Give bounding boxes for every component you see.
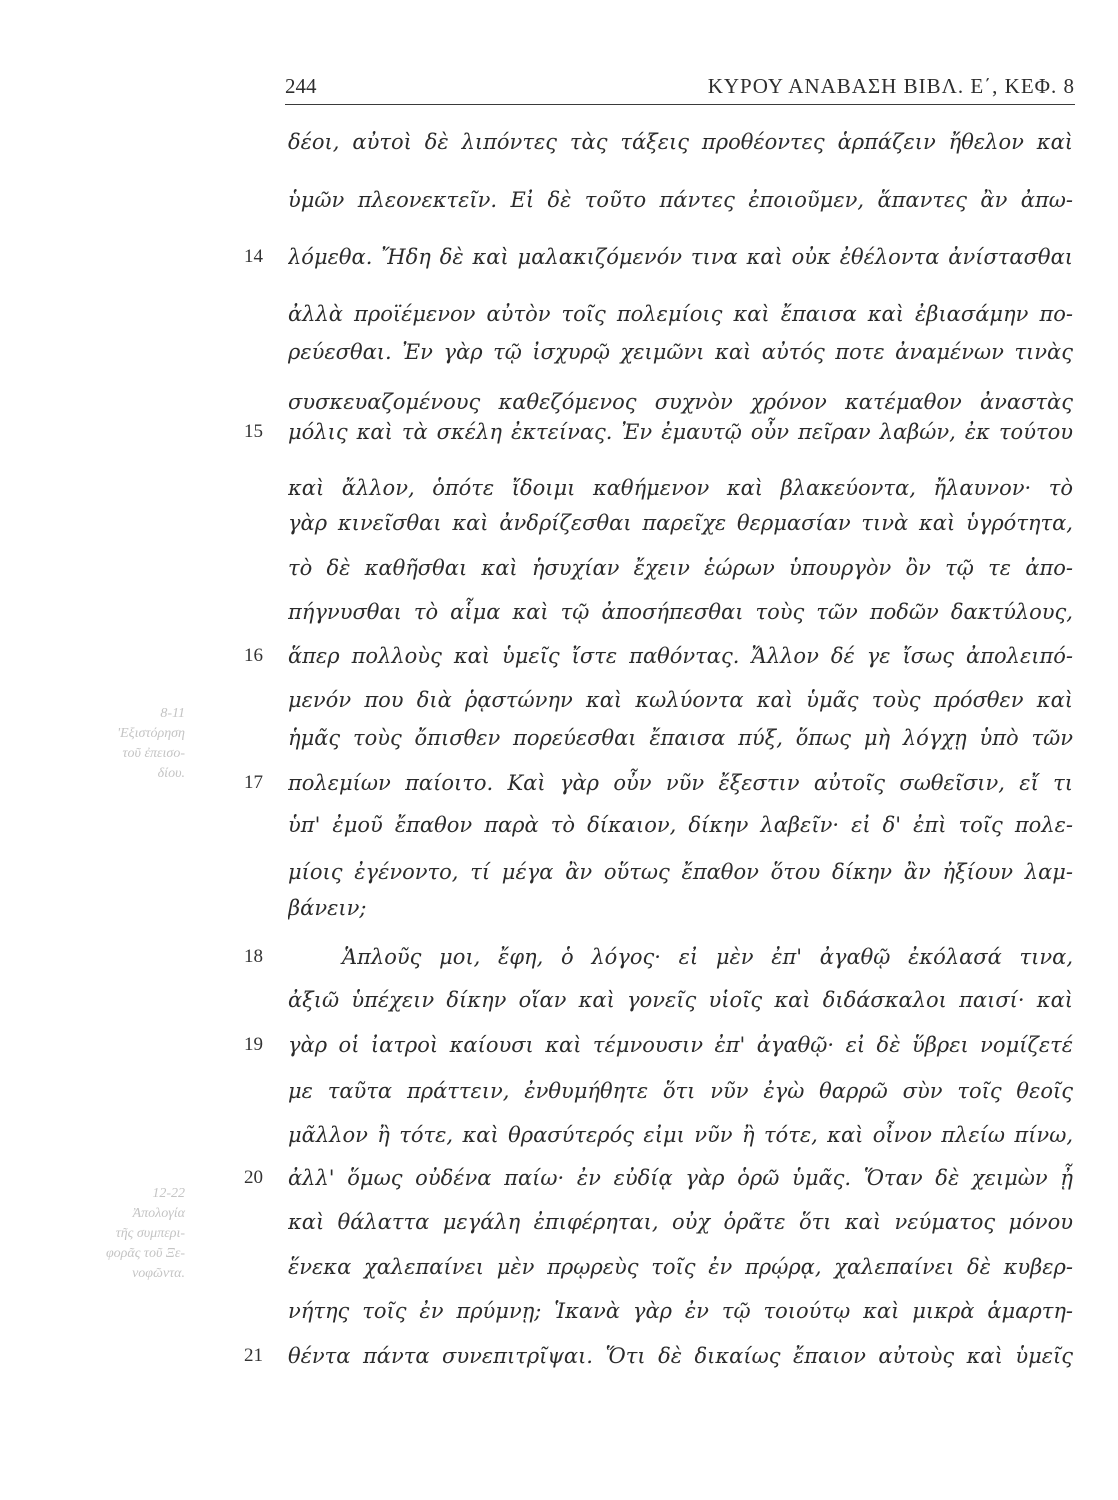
text-line: βάνειν; bbox=[288, 896, 367, 920]
text-line: ἅπερ πολλοὺς καὶ ὑμεῖς ἴστε παθόντας. Ἄλλον δέ γε ἴσως ἀπολειπό- bbox=[288, 644, 1073, 668]
text-line: γὰρ οἱ ἰατροὶ καίουσι καὶ τέμνουσιν ἐπ' ἀγαθῷ· εἰ δὲ ὕβρει νομίζετέ bbox=[288, 1033, 1073, 1057]
text-line: μόλις καὶ τὰ σκέλη ἐκτείνας. Ἐν ἐμαυτῷ οὖν πεῖραν λαβών, ἐκ τούτου bbox=[288, 420, 1073, 444]
text-line: πολεμίων παίοιτο. Καὶ γὰρ οὖν νῦν ἔξεστιν αὐτοῖς σωθεῖσιν, εἴ τι bbox=[288, 771, 1073, 795]
text-line: νήτης τοῖς ἐν πρύμνῃ; Ἱκανὰ γὰρ ἐν τῷ τοιούτῳ καὶ μικρὰ ἁμαρτη- bbox=[288, 1299, 1073, 1323]
text-line: μίοις ἐγένοντο, τί μέγα ἂν οὕτως ἔπαθον ὅτου δίκην ἂν ἠξίουν λαμ- bbox=[288, 860, 1073, 884]
text-line: καὶ ἄλλον, ὁπότε ἴδοιμι καθήμενον καὶ βλακεύοντα, ἤλαυνον· τὸ bbox=[288, 476, 1073, 500]
section-number: 14 bbox=[244, 246, 263, 267]
text-line: ὑπ' ἐμοῦ ἔπαθον παρὰ τὸ δίκαιον, δίκην λαβεῖν· εἰ δ' ἐπὶ τοῖς πολε- bbox=[288, 813, 1073, 837]
margin-note: 8-11 'Εξιστόρηση τοῦ ἐπεισο- δίου. bbox=[117, 706, 185, 781]
text-line: λόμεθα. Ἤδη δὲ καὶ μαλακιζόμενόν τινα καὶ οὐκ ἐθέλοντα ἀνίστασθαι bbox=[288, 245, 1073, 269]
section-number: 17 bbox=[244, 772, 263, 793]
text-line: καὶ θάλαττα μεγάλη ἐπιφέρηται, οὐχ ὁρᾶτε ὅτι καὶ νεύματος μόνου bbox=[288, 1210, 1073, 1234]
text-line: ὑμῶν πλεονεκτεῖν. Εἰ δὲ τοῦτο πάντες ἐποιοῦμεν, ἅπαντες ἂν ἀπω- bbox=[288, 188, 1073, 212]
text-line: με ταῦτα πράττειν, ἐνθυμήθητε ὅτι νῦν ἐγὼ θαρρῶ σὺν τοῖς θεοῖς bbox=[288, 1079, 1073, 1103]
text-line: θέντα πάντα συνεπιτρῖψαι. Ὅτι δὲ δικαίως ἔπαιον αὐτοὺς καὶ ὑμεῖς bbox=[288, 1344, 1073, 1368]
text-line: ἕνεκα χαλεπαίνει μὲν πρῳρεὺς τοῖς ἐν πρῴρᾳ, χαλεπαίνει δὲ κυβερ- bbox=[288, 1255, 1073, 1279]
section-number: 16 bbox=[244, 645, 263, 666]
text-line: ρεύεσθαι. Ἐν γὰρ τῷ ἰσχυρῷ χειμῶνι καὶ αὐτός ποτε ἀναμένων τινὰς bbox=[288, 340, 1073, 364]
section-number: 20 bbox=[244, 1167, 263, 1188]
section-number: 19 bbox=[244, 1034, 263, 1055]
text-line: ἀλλ' ὅμως οὐδένα παίω· ἐν εὐδίᾳ γὰρ ὁρῶ ὑμᾶς. Ὅταν δὲ χειμὼν ᾖ bbox=[288, 1166, 1073, 1190]
section-number: 15 bbox=[244, 421, 263, 442]
text-line: συσκευαζομένους καθεζόμενος συχνὸν χρόνον κατέμαθον ἀναστὰς bbox=[288, 390, 1073, 414]
running-head: ΚΥΡΟΥ ΑΝΑΒΑΣΗ ΒΙΒΛ. Ε΄, ΚΕΦ. 8 bbox=[707, 74, 1075, 98]
text-line: πήγνυσθαι τὸ αἷμα καὶ τῷ ἀποσήπεσθαι τοὺς τῶν ποδῶν δακτύλους, bbox=[288, 600, 1073, 624]
text-line: μενόν που διὰ ῥᾳστώνην καὶ κωλύοντα καὶ ὑμᾶς τοὺς πρόσθεν καὶ bbox=[288, 688, 1073, 712]
text-line: ἡμᾶς τοὺς ὄπισθεν πορεύεσθαι ἔπαισα πύξ, ὅπως μὴ λόγχῃ ὑπὸ τῶν bbox=[288, 726, 1073, 750]
text-line: ἀλλὰ προϊέμενον αὐτὸν τοῖς πολεμίοις καὶ ἔπαισα καὶ ἐβιασάμην πο- bbox=[288, 302, 1073, 326]
text-line: γὰρ κινεῖσθαι καὶ ἀνδρίζεσθαι παρεῖχε θερμασίαν τινὰ καὶ ὑγρότητα, bbox=[288, 511, 1073, 535]
margin-note: 12-22 Ἀπολογία τῆς συμπερι- φορᾶς τοῦ Ξε- νοφῶντα. bbox=[105, 1186, 185, 1281]
text-line: ἀξιῶ ὑπέχειν δίκην οἵαν καὶ γονεῖς υἱοῖς καὶ διδάσκαλοι παισί· καὶ bbox=[288, 988, 1073, 1012]
section-number: 21 bbox=[244, 1345, 263, 1366]
section-number: 18 bbox=[244, 946, 263, 967]
text-line: Ἁπλοῦς μοι, ἔφη, ὁ λόγος· εἰ μὲν ἐπ' ἀγαθῷ ἐκόλασά τινα, bbox=[342, 945, 1073, 969]
page-number: 244 bbox=[285, 74, 317, 98]
text-line: δέοι, αὐτοὶ δὲ λιπόντες τὰς τάξεις προθέοντες ἁρπάζειν ἤθελον καὶ bbox=[288, 130, 1073, 154]
text-line: τὸ δὲ καθῆσθαι καὶ ἡσυχίαν ἔχειν ἑώρων ὑπουργὸν ὂν τῷ τε ἀπο- bbox=[288, 556, 1073, 580]
text-line: μᾶλλον ἢ τότε, καὶ θρασύτερός εἰμι νῦν ἢ τότε, καὶ οἶνον πλείω πίνω, bbox=[288, 1123, 1073, 1147]
